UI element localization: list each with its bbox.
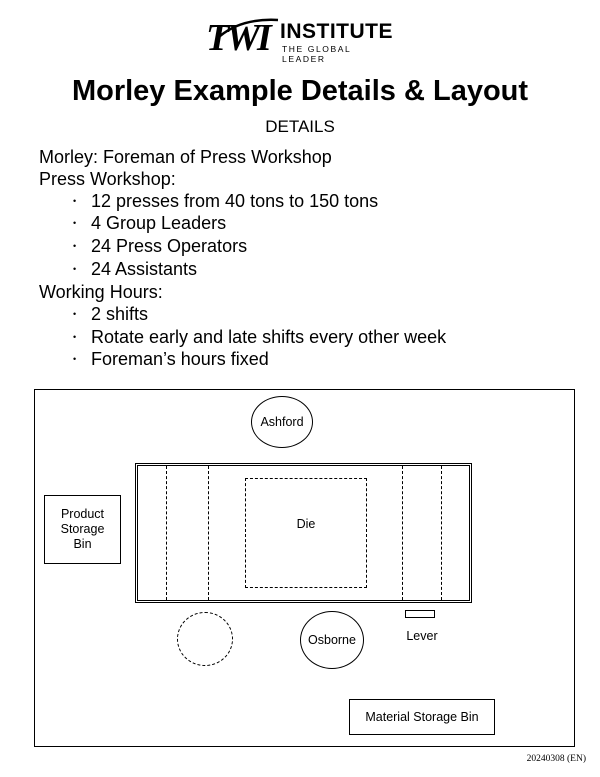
ashford-label: Ashford — [260, 415, 304, 429]
section-heading: DETAILS — [265, 117, 335, 136]
lever-label: Lever — [406, 629, 438, 643]
detail-foreman: Morley: Foreman of Press Workshop — [39, 147, 332, 167]
logo-tagline: THE GLOBAL LEADER — [282, 44, 352, 64]
press-workshop-heading: Press Workshop: — [39, 169, 176, 189]
ashford-position — [251, 396, 313, 448]
material-storage-bin — [349, 699, 495, 735]
list-item: • 4 Group Leaders — [91, 212, 226, 234]
document-code: 20240308 (EN) — [526, 754, 586, 764]
press-guide-line — [166, 466, 167, 600]
osborne-position — [300, 611, 364, 669]
material-bin-label: Material Storage Bin — [365, 709, 479, 724]
list-item: • 24 Assistants — [91, 258, 197, 280]
list-item: • Foreman’s hours fixed — [91, 348, 269, 370]
logo-brand: TWI — [206, 17, 269, 59]
die-area — [245, 478, 367, 588]
product-bin-label: Product Storage Bin — [60, 507, 105, 551]
list-item: • 12 presses from 40 tons to 150 tons — [91, 190, 378, 212]
logo-name: INSTITUTE — [280, 20, 393, 43]
list-item: • 2 shifts — [91, 303, 148, 325]
list-item: • 24 Press Operators — [91, 235, 247, 257]
press-guide-line — [208, 466, 209, 600]
page-title: Morley Example Details & Layout — [71, 75, 529, 107]
press-guide-line — [402, 466, 403, 600]
die-label: Die — [296, 517, 316, 531]
empty-operator-position — [177, 612, 233, 666]
press-guide-line — [441, 466, 442, 600]
lever-shape — [405, 610, 435, 618]
working-hours-heading: Working Hours: — [39, 282, 163, 302]
osborne-label: Osborne — [308, 633, 356, 647]
list-item: • Rotate early and late shifts every other week — [91, 326, 446, 348]
twi-institute-logo — [206, 16, 396, 66]
product-storage-bin — [44, 495, 121, 564]
